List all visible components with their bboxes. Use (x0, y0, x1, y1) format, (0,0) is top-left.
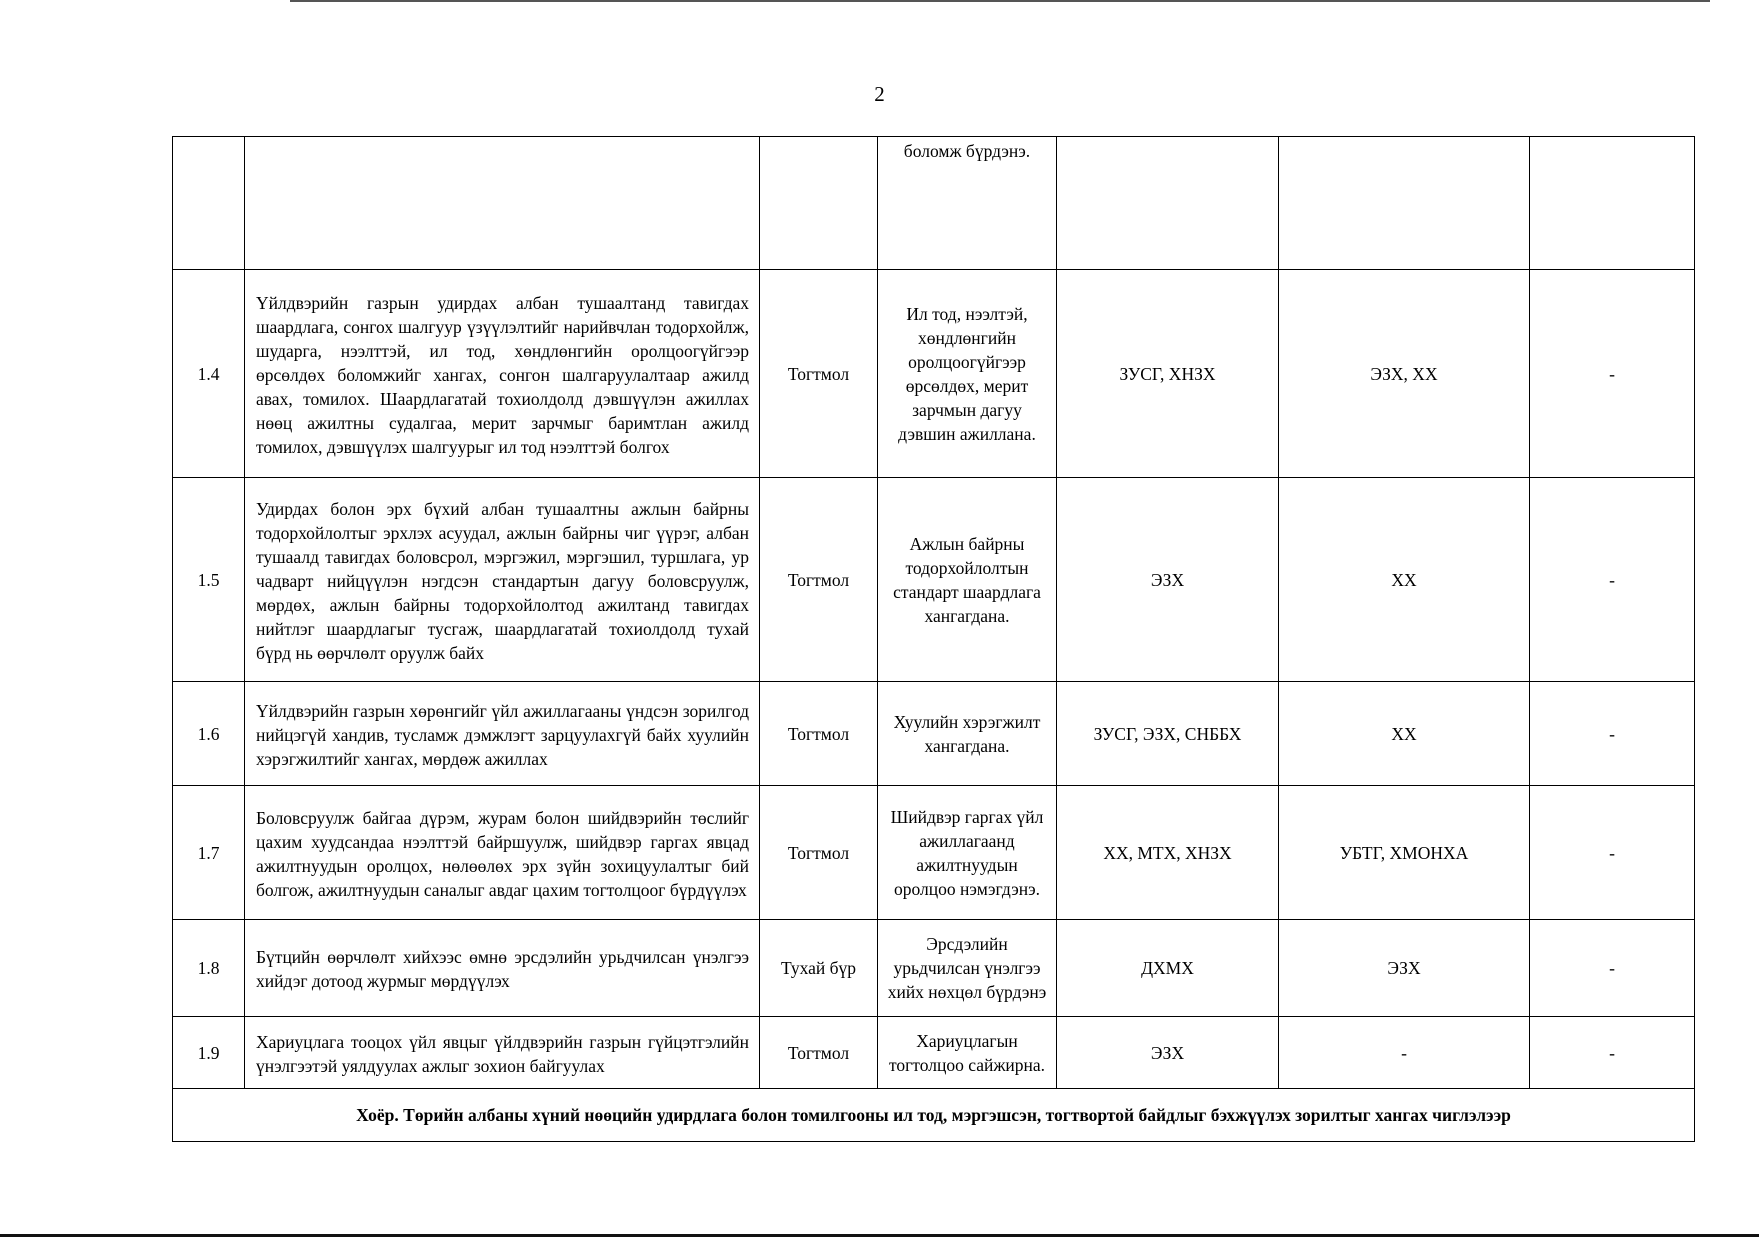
activity-description: Удирдах болон эрх бүхий албан тушаалтны ажлын байрны тодорхойлолтыг эрхлэх асуудал, ажлын байрны чиг үүрэг, албан тушаалд тавигдах боловсрол, мэргэжил, мэргэшил, туршлага, ур чадварт нийцүүлэн нэгдсэн стандартын дагуу боловсруулж, мөрдөх, ажлын байрны тодорхойлолтод ажилтанд тавигдах нийтлэг шаардлагыг тусгаж, шаардлагатай тохиолдолд тухай бүрд нь өөрчлөлт оруулж байх (245, 478, 760, 682)
expected-outcome: Ажлын байрны тодорхойлолтын стандарт шаардлага хангагдана. (878, 478, 1057, 682)
activity-description: Бүтцийн өөрчлөлт хийхээс өмнө эрсдэлийн урьдчилсан үнэлгээ хийдэг дотоод журмыг мөрдүүлэх (245, 920, 760, 1017)
responsible-unit: ЗУСГ, ЭЗХ, СНББХ (1057, 682, 1279, 786)
responsible-unit: ЗУСГ, ХНЗХ (1057, 270, 1279, 478)
frequency: Тогтмол (760, 682, 878, 786)
row-number (173, 137, 245, 270)
action-plan-table (172, 136, 1695, 1142)
expected-outcome: Шийдвэр гаргах үйл ажиллагаанд ажилтнуудын оролцоо нэмэгдэнэ. (878, 786, 1057, 920)
activity-description: Үйлдвэрийн газрын хөрөнгийг үйл ажиллагааны үндсэн зорилгод нийцэгүй хандив, тусламж дэмжлэгт зарцуулахгүй байх хуулийн хэрэгжилтийг хангах, мөрдөж ажиллах (245, 682, 760, 786)
page-number: 2 (874, 82, 885, 106)
budget: - (1530, 478, 1695, 682)
frequency (760, 137, 878, 270)
table-row (173, 478, 1695, 682)
activity-description (245, 137, 760, 270)
budget: - (1530, 920, 1695, 1017)
row-number: 1.7 (173, 786, 245, 920)
responsible-unit: ЭЗХ (1057, 1017, 1279, 1089)
table-row (173, 137, 1695, 270)
partner-unit: ХХ (1279, 478, 1530, 682)
row-number: 1.4 (173, 270, 245, 478)
partner-unit: - (1279, 1017, 1530, 1089)
responsible-unit (1057, 137, 1279, 270)
budget: - (1530, 1017, 1695, 1089)
frequency: Тухай бүр (760, 920, 878, 1017)
table-row (173, 786, 1695, 920)
budget: - (1530, 270, 1695, 478)
table-row (173, 682, 1695, 786)
row-number: 1.9 (173, 1017, 245, 1089)
frequency: Тогтмол (760, 478, 878, 682)
expected-outcome: Ил тод, нээлтэй, хөндлөнгийн оролцоогүйгээр өрсөлдөх, мерит зарчмын дагуу дэвшин ажиллана. (878, 270, 1057, 478)
scan-edge-bottom (0, 1234, 1759, 1237)
frequency: Тогтмол (760, 270, 878, 478)
expected-outcome: Эрсдэлийн урьдчилсан үнэлгээ хийх нөхцөл бүрдэнэ (878, 920, 1057, 1017)
partner-unit: ЭЗХ, ХХ (1279, 270, 1530, 478)
table-row (173, 270, 1695, 478)
budget: - (1530, 682, 1695, 786)
expected-outcome: Хариуцлагын тогтолцоо сайжирна. (878, 1017, 1057, 1089)
responsible-unit: ДХМХ (1057, 920, 1279, 1017)
partner-unit (1279, 137, 1530, 270)
activity-description: Хариуцлага тооцох үйл явцыг үйлдвэрийн газрын гүйцэтгэлийн үнэлгээтэй уялдуулах ажлыг зохион байгуулах (245, 1017, 760, 1089)
expected-outcome: Хуулийн хэрэгжилт хангагдана. (878, 682, 1057, 786)
expected-outcome: боломж бүрдэнэ. (878, 137, 1057, 270)
section-heading-row (173, 1089, 1695, 1142)
frequency: Тогтмол (760, 1017, 878, 1089)
row-number: 1.8 (173, 920, 245, 1017)
frequency: Тогтмол (760, 786, 878, 920)
section-heading: Хоёр. Төрийн албаны хүний нөөцийн удирдлага болон томилгооны ил тод, мэргэшсэн, тогтвортой байдлыг бэхжүүлэх зорилтыг хангах чиглэлээр (173, 1089, 1695, 1142)
row-number: 1.6 (173, 682, 245, 786)
partner-unit: ХХ (1279, 682, 1530, 786)
scan-edge-top (290, 0, 1710, 2)
table-row (173, 920, 1695, 1017)
responsible-unit: ХХ, МТХ, ХНЗХ (1057, 786, 1279, 920)
table-row (173, 1017, 1695, 1089)
budget (1530, 137, 1695, 270)
activity-description: Боловсруулж байгаа дүрэм, журам болон шийдвэрийн төслийг цахим хуудсандаа нээлттэй байршуулж, шийдвэр гаргах явцад ажилтнуудын оролцох, нөлөөлөх эрх зүйн зохицуулалтыг бий болгож, ажилтнуудын саналыг авдаг цахим тогтолцоог бүрдүүлэх (245, 786, 760, 920)
responsible-unit: ЭЗХ (1057, 478, 1279, 682)
activity-description: Үйлдвэрийн газрын удирдах албан тушаалтанд тавигдах шаардлага, сонгох шалгуур үзүүлэлтийг нарийвчлан тодорхойлж, шударга, нээлттэй, ил тод, хөндлөнгийн оролцоогүйгээр өрсөлдөх боломжийг хангах, сонгон шалгаруулалтаар ажилд авах, томилох. Шаардлагатай тохиолдолд дэвшүүлэн ажиллах нөөц ажилтны судалгаа, мерит зарчмыг баримтлан ажилд томилох, дэвшүүлэх шалгуурыг ил тод нээлттэй болгох (245, 270, 760, 478)
partner-unit: УБТГ, ХМОНХА (1279, 786, 1530, 920)
budget: - (1530, 786, 1695, 920)
partner-unit: ЭЗХ (1279, 920, 1530, 1017)
row-number: 1.5 (173, 478, 245, 682)
